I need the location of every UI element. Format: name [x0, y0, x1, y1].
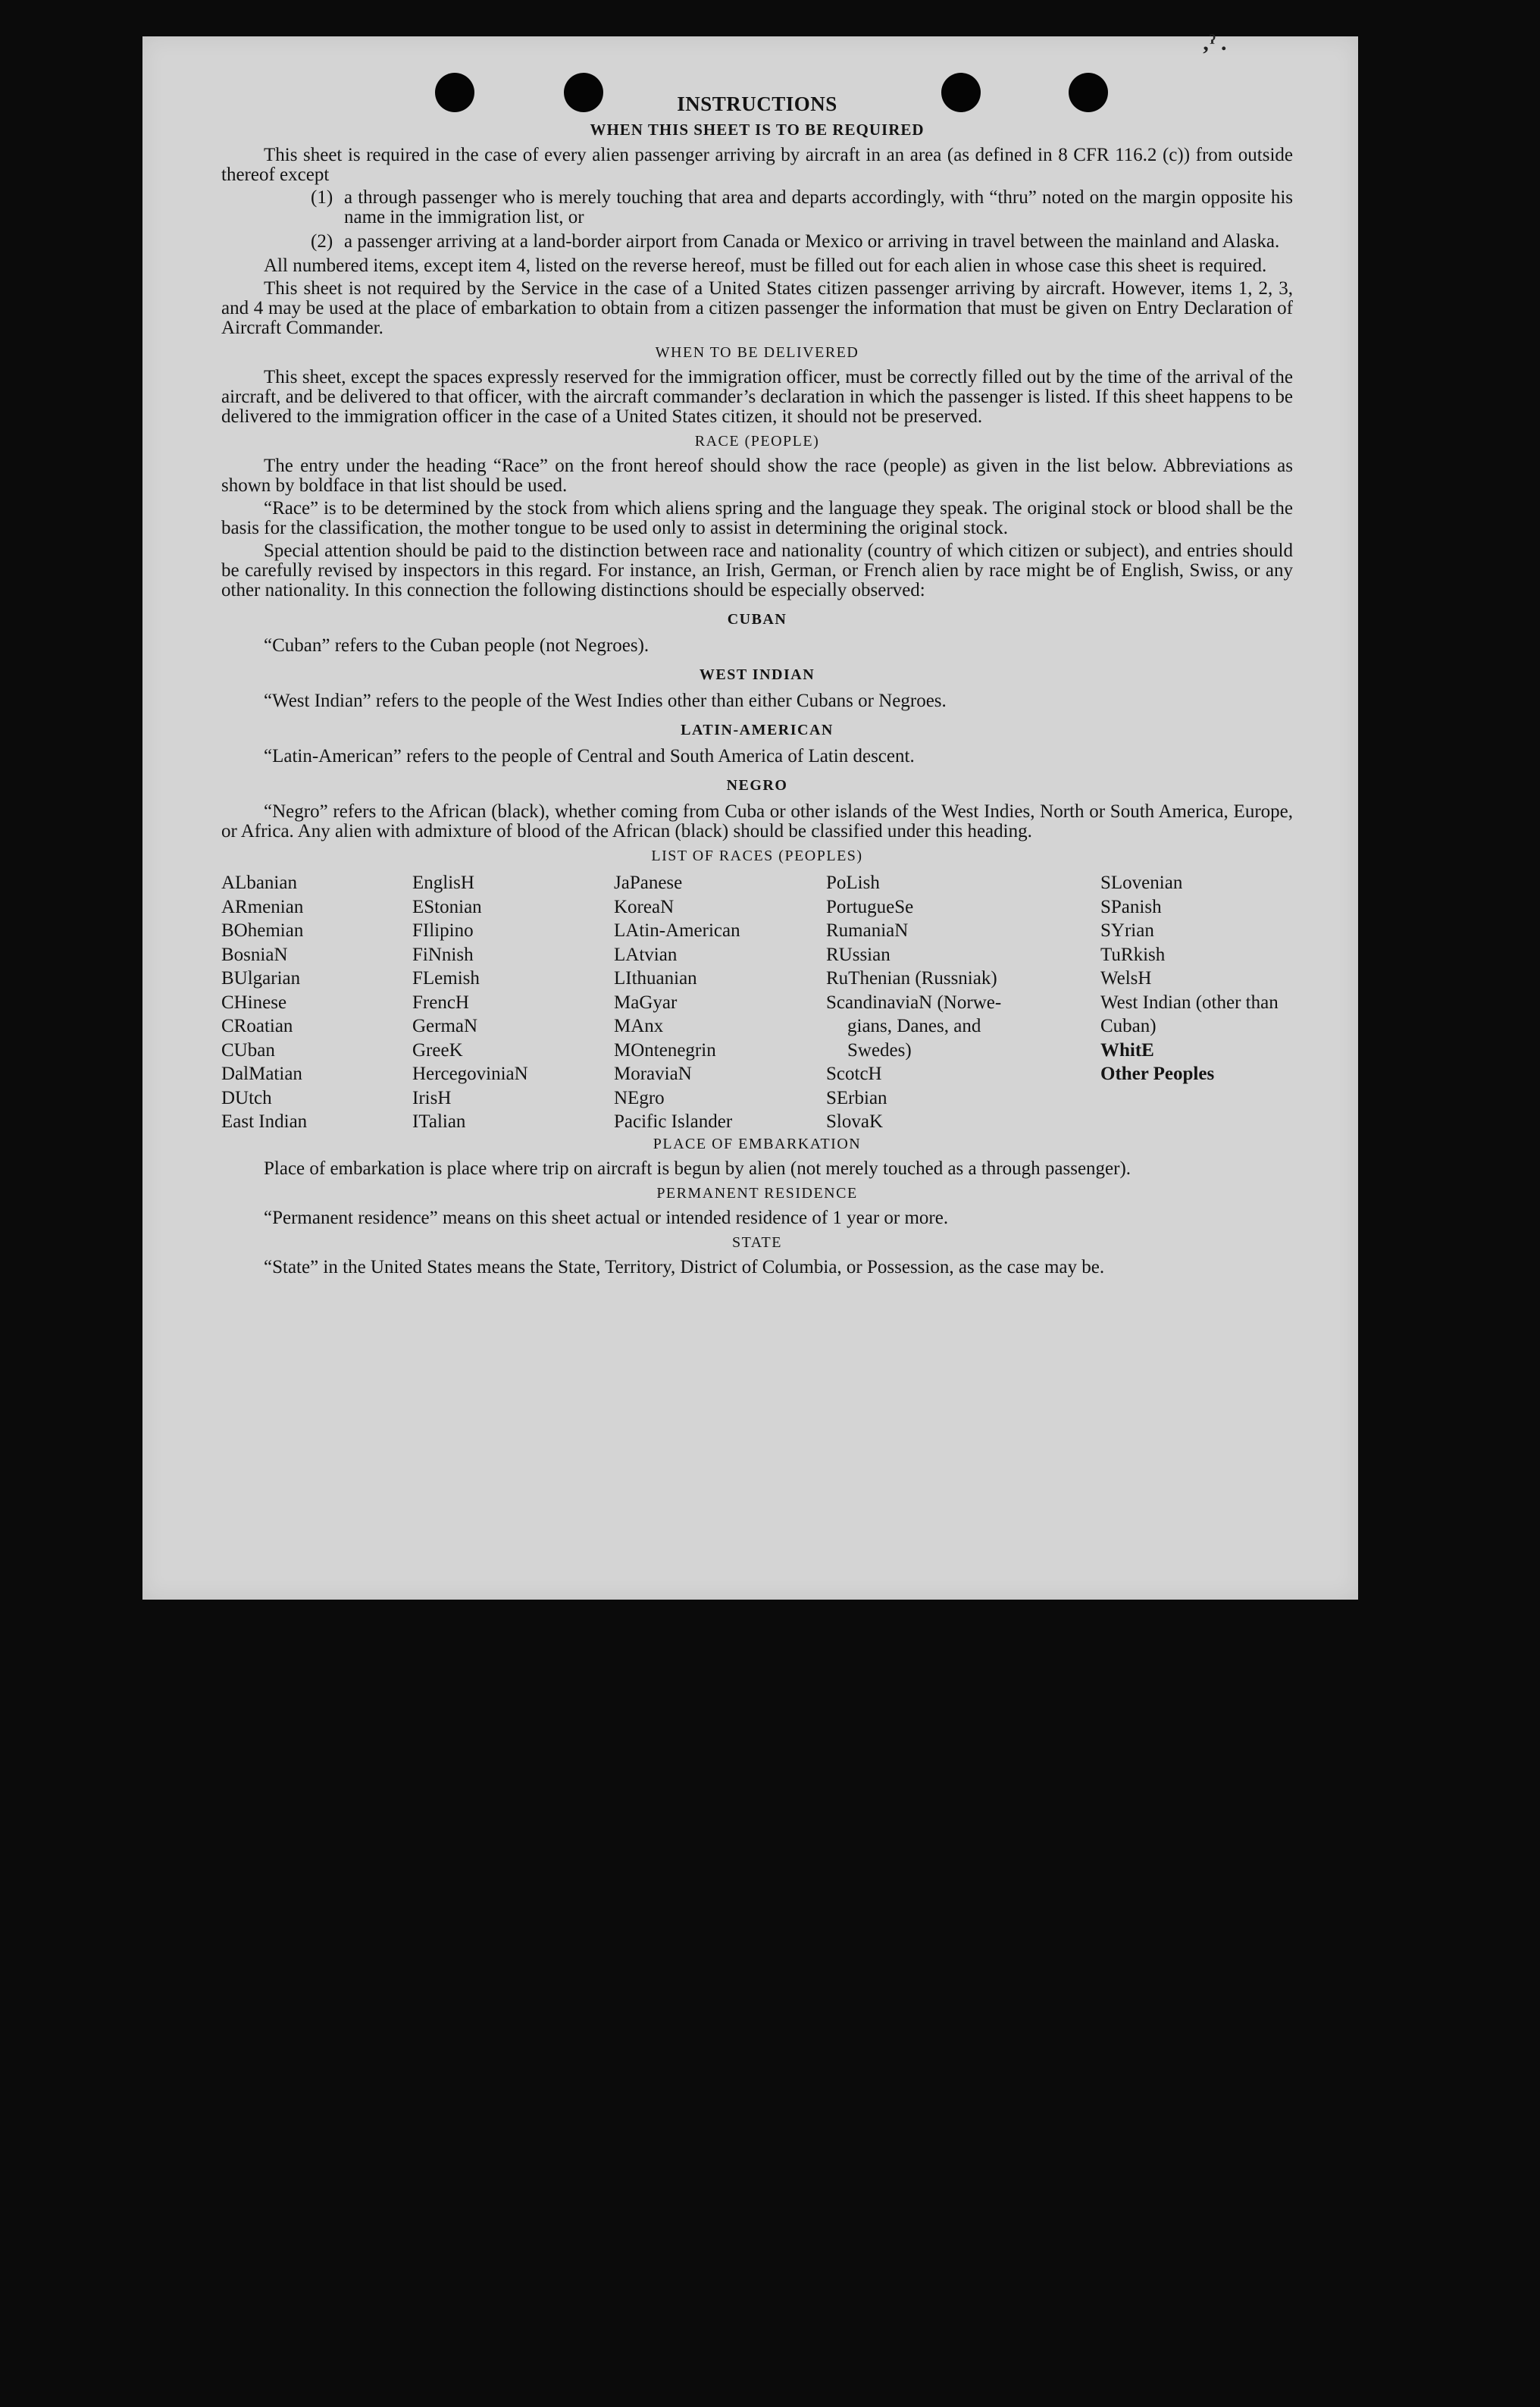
race-item: RumaniaN: [826, 920, 909, 941]
race-item: FLemish: [412, 968, 480, 989]
section-heading: STATE: [732, 1233, 782, 1251]
race-item: SLovenian: [1100, 873, 1183, 893]
item-number: (1): [311, 187, 333, 208]
item-text: a through passenger who is merely touching that area and departs accordingly, with “thru” noted on the margin opposite his name in the immigration list, or: [344, 187, 1293, 227]
section-heading: NEGRO: [726, 777, 788, 794]
document-page: [142, 30, 1358, 1600]
race-item: Other Peoples: [1100, 1064, 1215, 1084]
race-item: DalMatian: [221, 1064, 302, 1084]
race-item: PortugueSe: [826, 896, 914, 917]
paragraph: “Permanent residence” means on this sheet actual or intended residence of 1 year or more.: [264, 1207, 949, 1228]
definition-text: “Latin-American” refers to the people of Central and South America of Latin descent.: [264, 746, 915, 766]
race-item: FIlipino: [412, 920, 474, 941]
paragraph: This sheet, except the spaces expressly reserved for the immigration officer, must be correctly filled out by the time of the arrival of the aircraft, and be delivered to that officer, with the aircraft commander’s declaration in which the passenger is listed. If this sheet happens to be delivered to the immigration officer in the case of a United States citizen, it should not be preserved.: [221, 367, 1293, 427]
race-item: NEgro: [614, 1087, 665, 1108]
race-item: West Indian (other than Cuban): [1100, 992, 1279, 1036]
race-item: TuRkish: [1100, 944, 1166, 965]
race-item: MaGyar: [614, 992, 678, 1013]
race-item: FrencH: [412, 992, 469, 1013]
race-item: MoraviaN: [614, 1064, 692, 1084]
race-item: BosniaN: [221, 944, 288, 965]
race-item: SlovaK: [826, 1111, 883, 1132]
paragraph: Place of embarkation is place where trip on aircraft is begun by alien (not merely touched as a through passenger).: [264, 1158, 1132, 1179]
paragraph: The entry under the heading “Race” on the front hereof should show the race (people) as given in the list below. Abbreviations as shown by boldface in that list should be used.: [221, 456, 1293, 496]
punch-hole: [941, 73, 981, 112]
race-item: CHinese: [221, 992, 287, 1013]
section-heading: WEST INDIAN: [699, 666, 815, 683]
list-item: [311, 232, 1293, 252]
race-item: RuThenian (Russniak): [826, 968, 997, 989]
race-item: Pacific Islander: [614, 1111, 733, 1132]
paragraph: All numbered items, except item 4, listed on the reverse hereof, must be filled out for each alien in whose case this sheet is required.: [264, 255, 1267, 276]
races-column: [221, 871, 412, 1134]
race-item: BOhemian: [221, 920, 304, 941]
definition-text: “Cuban” refers to the Cuban people (not Negroes).: [264, 635, 649, 656]
punch-hole: [564, 73, 603, 112]
race-item: HercegoviniaN: [412, 1064, 528, 1084]
race-item: RUssian: [826, 944, 891, 965]
race-item: KoreaN: [614, 896, 675, 917]
section-heading: WHEN THIS SHEET IS TO BE REQUIRED: [590, 121, 925, 139]
races-list: [221, 871, 1293, 1134]
race-item: ITalian: [412, 1111, 466, 1132]
race-item: ARmenian: [221, 896, 304, 917]
race-item: BUlgarian: [221, 968, 301, 989]
race-item: ALbanian: [221, 873, 297, 893]
race-item: PoLish: [826, 873, 880, 893]
punch-hole: [1069, 73, 1108, 112]
section-heading: LIST OF RACES (PEOPLES): [651, 848, 863, 864]
paragraph: “State” in the United States means the State, Territory, District of Columbia, or Possession, as the case may be.: [264, 1256, 1105, 1277]
race-item: EnglisH: [412, 873, 474, 893]
race-item: Swedes): [847, 1039, 912, 1061]
race-item: JaPanese: [614, 873, 683, 893]
race-item: SErbian: [826, 1087, 887, 1108]
race-item: MOntenegrin: [614, 1039, 716, 1061]
race-item: ScotcH: [826, 1064, 882, 1084]
race-item: FiNnish: [412, 944, 474, 965]
paragraph: “Negro” refers to the African (black), whether coming from Cuba or other islands of the West Indies, North or South America, Europe, or Africa. Any alien with admixture of blood of the African (black) should be classified under this heading.: [221, 801, 1293, 842]
item-text: a passenger arriving at a land-border airport from Canada or Mexico or arriving in travel between the mainland and Alaska.: [344, 231, 1280, 252]
races-column: [614, 871, 826, 1134]
race-item: WelsH: [1100, 968, 1152, 989]
race-item: WhitE: [1100, 1039, 1154, 1061]
section-heading: PERMANENT RESIDENCE: [656, 1184, 858, 1202]
paragraph: This sheet is required in the case of every alien passenger arriving by aircraft in an area (as defined in 8 CFR 116.2 (c)) from outside thereof except: [221, 145, 1293, 185]
race-item: gians, Danes, and: [847, 1016, 981, 1036]
section-heading: RACE (PEOPLE): [694, 433, 820, 450]
race-item: MAnx: [614, 1016, 664, 1036]
corner-mark: ‚ˀ .: [1202, 30, 1227, 55]
races-column: [412, 871, 614, 1134]
page-title: INSTRUCTIONS: [677, 92, 837, 115]
definition-text: “West Indian” refers to the people of the West Indies other than either Cubans or Negroes.: [264, 691, 947, 711]
race-item: SPanish: [1100, 896, 1162, 917]
race-item: CRoatian: [221, 1016, 293, 1036]
races-column: [826, 871, 1100, 1134]
race-item: LAtvian: [614, 944, 678, 965]
paragraph: This sheet is not required by the Service in the case of a United States citizen passenger arriving by aircraft. However, items 1, 2, 3, and 4 may be used at the place of embarkation to obtain from a citizen passenger the information that must be given on Entry Declaration of Aircraft Commander.: [221, 278, 1293, 338]
race-item: DUtch: [221, 1087, 272, 1108]
race-item: GermaN: [412, 1016, 478, 1036]
paragraph: “Race” is to be determined by the stock from which aliens spring and the language they speak. The original stock or blood shall be the basis for the classification, the mother tongue to be used only to assist in determining the original stock.: [221, 498, 1293, 538]
races-column: [1100, 871, 1294, 1134]
list-item: [311, 188, 1293, 227]
race-item: ScandinaviaN (Norwe-: [826, 992, 1002, 1013]
paragraph: Special attention should be paid to the distinction between race and nationality (country of which citizen or subject), and entries should be carefully revised by inspectors in this regard. For instance, an Irish, German, or French alien by race might be of English, Swiss, or any other nationality. In this connection the following distinctions should be especially observed:: [221, 541, 1293, 600]
race-item: IrisH: [412, 1087, 452, 1108]
section-heading: PLACE OF EMBARKATION: [653, 1135, 862, 1152]
race-item: GreeK: [412, 1039, 463, 1061]
race-item: East Indian: [221, 1111, 308, 1132]
race-item: CUban: [221, 1039, 275, 1061]
item-number: (2): [311, 231, 333, 252]
section-heading: CUBAN: [727, 611, 787, 628]
race-item: EStonian: [412, 896, 482, 917]
section-heading: WHEN TO BE DELIVERED: [655, 344, 859, 361]
race-item: SYrian: [1100, 920, 1154, 941]
race-item: LAtin-American: [614, 920, 740, 941]
race-item: LIthuanian: [614, 968, 697, 989]
punch-hole: [435, 73, 474, 112]
section-heading: LATIN-AMERICAN: [681, 722, 834, 738]
